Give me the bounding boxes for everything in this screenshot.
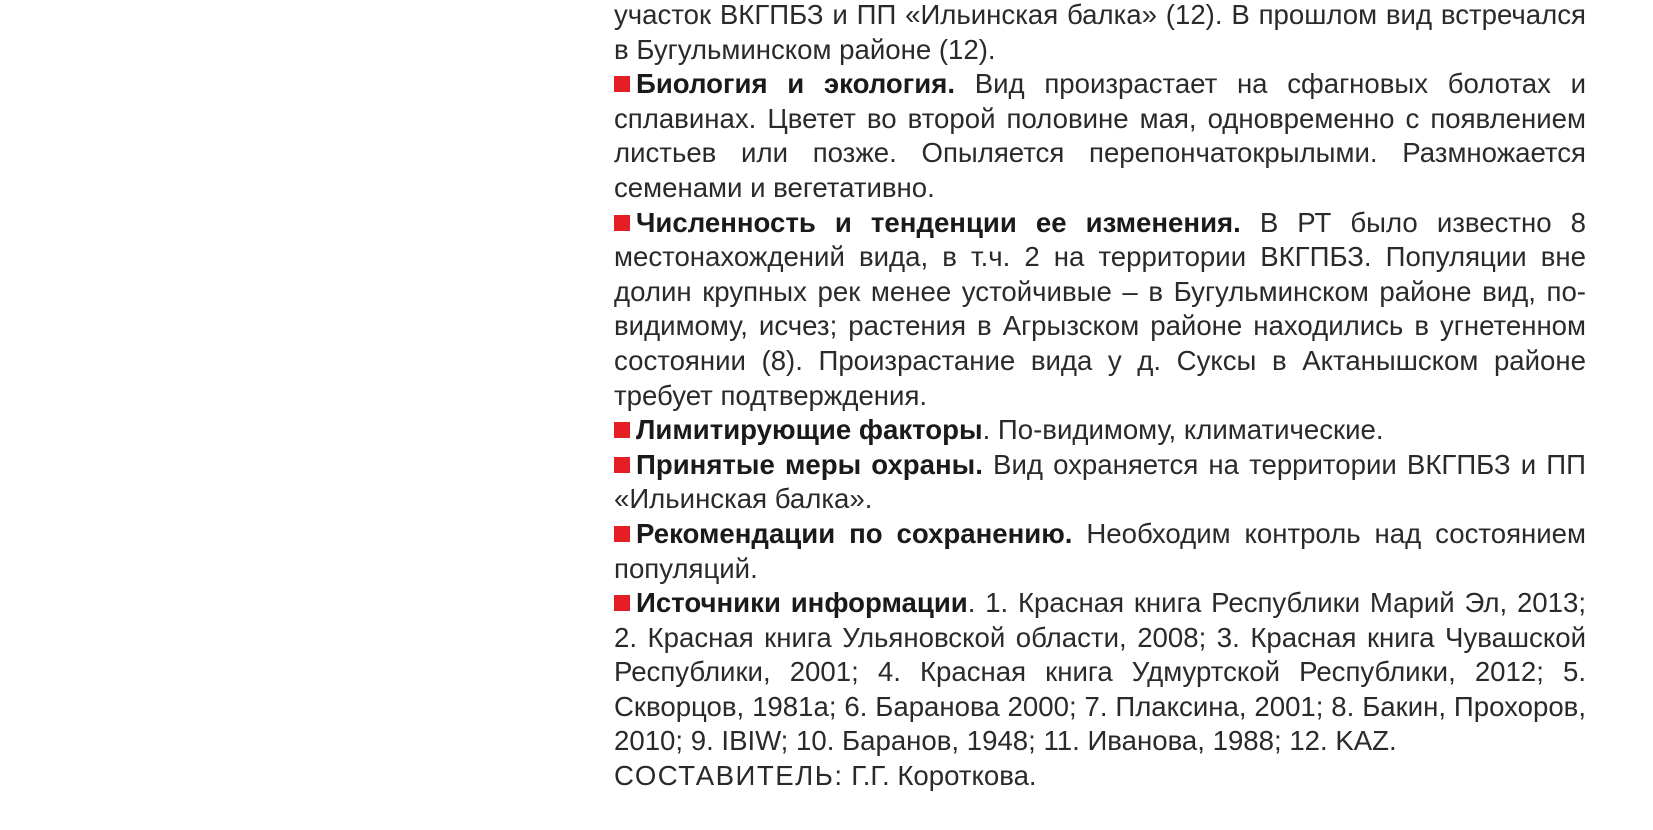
intro-paragraph: участок ВКГПБЗ и ПП «Ильинская балка» (12). В прошлом вид встречался в Бугульминском районе (12). bbox=[614, 0, 1586, 65]
section-biology bbox=[614, 67, 1586, 205]
document-column bbox=[614, 0, 1586, 794]
section-heading: Численность и тенденции ее изменения. bbox=[636, 206, 1241, 238]
section-limiting-factors bbox=[614, 413, 1586, 448]
author-label: СОСТАВИТЕЛЬ: bbox=[614, 760, 844, 792]
author-line bbox=[614, 759, 1586, 794]
section-heading: Источники информации bbox=[636, 587, 968, 619]
section-body: Необходим контроль над состоянием популяций. bbox=[614, 517, 1586, 584]
red-square-marker-icon bbox=[614, 76, 630, 92]
section-body: . По-видимому, климатические. bbox=[982, 414, 1384, 446]
section-population bbox=[614, 206, 1586, 414]
red-square-marker-icon bbox=[614, 457, 630, 473]
section-heading: Рекомендации по сохранению. bbox=[636, 517, 1073, 549]
section-body: . 1. Красная книга Республики Марий Эл, 2013; 2. Красная книга Ульяновской области, 2008; 3. Красная книга Чувашской Республики, 2001; 4. Красная книга Удмуртской Республики, 2012; 5. Скворцов, 1981а; 6. Баранова 2000; 7. Плаксина, 2001; 8. Бакин, Прохоров, 2010; 9. IBIW; 10. Баранов, 1948; 11. Иванова, 1988; 12. KAZ. bbox=[614, 587, 1586, 757]
red-square-marker-icon bbox=[614, 526, 630, 542]
section-body: Вид произрастает на сфагновых болотах и сплавинах. Цветет во второй половине мая, одновременно с появлением листьев или позже. Опыляется перепончатокрылыми. Размножается семенами и вегетативно. bbox=[614, 68, 1586, 203]
section-recommendations bbox=[614, 517, 1586, 586]
section-heading: Принятые меры охраны. bbox=[636, 448, 983, 480]
section-protection-measures bbox=[614, 448, 1586, 517]
section-heading: Биология и экология. bbox=[636, 68, 955, 100]
section-sources bbox=[614, 586, 1586, 759]
red-square-marker-icon bbox=[614, 422, 630, 438]
section-body: Вид охраняется на территории ВКГПБЗ и ПП «Ильинская балка». bbox=[614, 448, 1586, 515]
section-heading: Лимитирующие факторы bbox=[636, 414, 983, 446]
author-name: Г.Г. Короткова. bbox=[843, 760, 1037, 792]
red-square-marker-icon bbox=[614, 595, 630, 611]
red-square-marker-icon bbox=[614, 215, 630, 231]
section-body: В РТ было известно 8 местонахождений вида, в т.ч. 2 на территории ВКГПБЗ. Популяции вне долин крупных рек менее устойчивые – в Бугульминском районе вид, по-видимому, исчез; растения в Агрызском районе находились в угнетенном состоянии (8). Произрастание вида у д. Суксы в Актанышском районе требует подтверждения. bbox=[614, 206, 1586, 411]
